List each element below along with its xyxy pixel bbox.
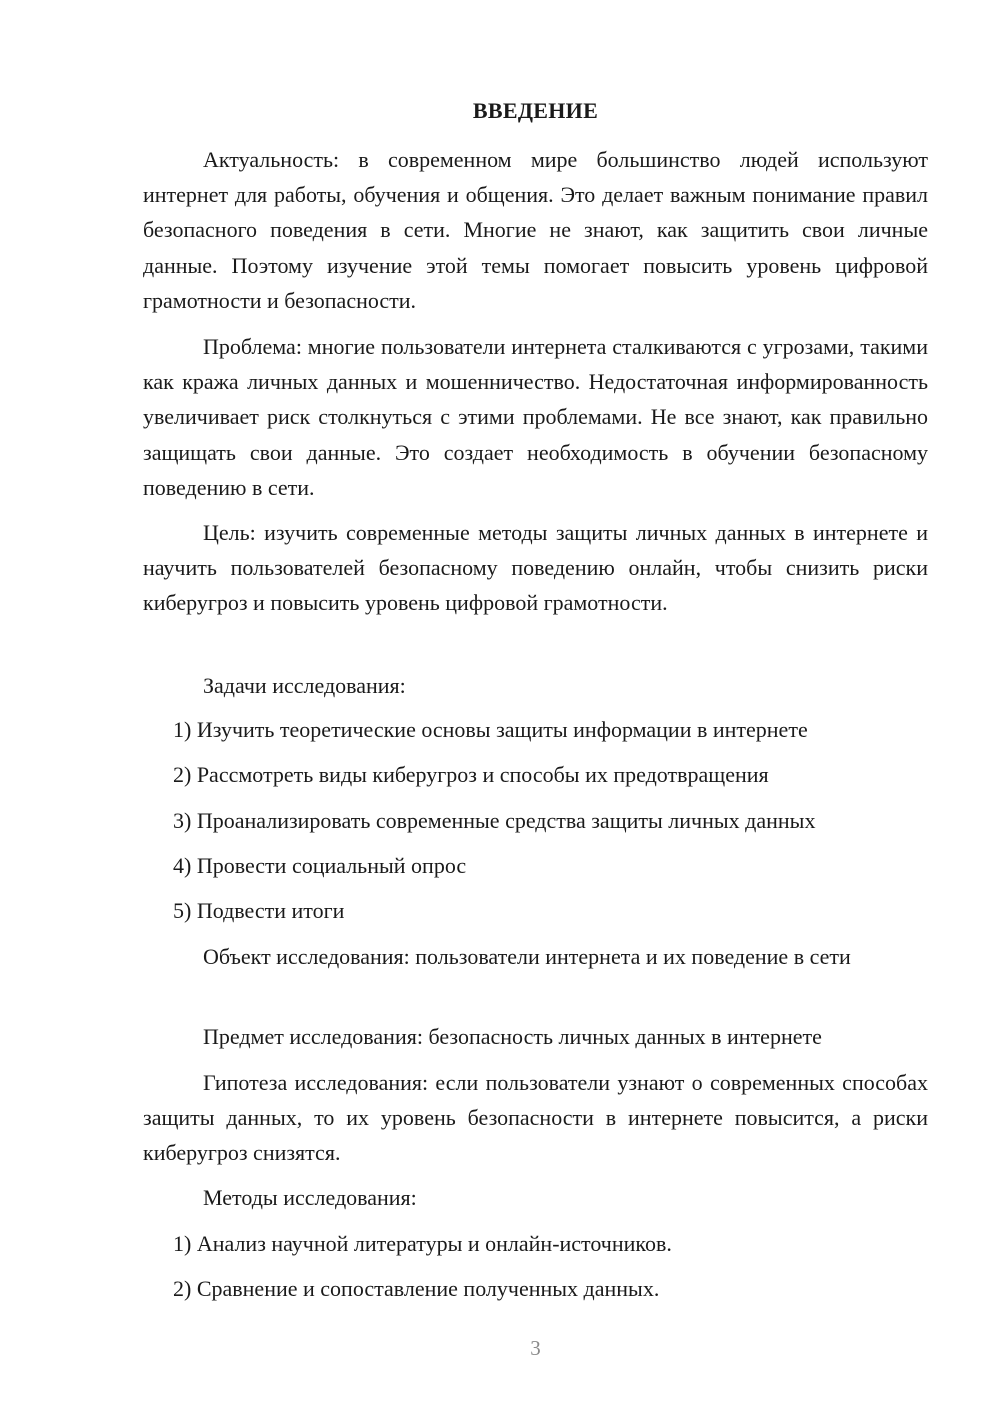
section-title: ВВЕДЕНИЕ — [472, 98, 599, 123]
page-number: 3 — [530, 1336, 541, 1360]
paragraph-problem: Проблема: многие пользователи интернета сталкиваются с угрозами, такими как кража личных данных и мошенничество. Недостаточная информированность увеличивает риск столкнуться с этими проблемами. Не все знают, как правильно защищать свои данные. Это создает необходимость в обучении безопасному поведению в сети. — [143, 334, 928, 500]
tasks-heading: Задачи исследования: — [203, 673, 406, 698]
paragraph-object: Объект исследования: пользователи интернета и их поведение в сети — [203, 944, 851, 969]
paragraph-goal: Цель: изучить современные методы защиты личных данных в интернете и научить пользователей безопасному поведению онлайн, чтобы снизить риски киберугроз и повысить уровень цифровой грамотности. — [143, 520, 928, 616]
paragraph-hypothesis: Гипотеза исследования: если пользователи узнают о современных способах защиты данных, то их уровень безопасности в интернете повысится, а риски киберугроз снизятся. — [143, 1070, 928, 1166]
task-item-3: 3) Проанализировать современные средства защиты личных данных — [173, 808, 816, 833]
paragraph-relevance: Актуальность: в современном мире большинство людей используют интернет для работы, обучения и общения. Это делает важным понимание правил безопасного поведения в сети. Многие не знают, как защитить свои личные данные. Поэтому изучение этой темы помогает повысить уровень цифровой грамотности и безопасности. — [143, 147, 928, 313]
task-item-4: 4) Провести социальный опрос — [173, 853, 467, 878]
paragraph-subject: Предмет исследования: безопасность личных данных в интернете — [203, 1024, 822, 1049]
task-item-1: 1) Изучить теоретические основы защиты информации в интернете — [173, 717, 808, 742]
methods-heading: Методы исследования: — [203, 1185, 417, 1210]
task-item-5: 5) Подвести итоги — [173, 898, 345, 923]
method-item-1: 1) Анализ научной литературы и онлайн-источников. — [173, 1231, 672, 1256]
method-item-2: 2) Сравнение и сопоставление полученных данных. — [173, 1276, 660, 1301]
document-page — [143, 0, 928, 1414]
task-item-2: 2) Рассмотреть виды киберугроз и способы их предотвращения — [173, 762, 769, 787]
